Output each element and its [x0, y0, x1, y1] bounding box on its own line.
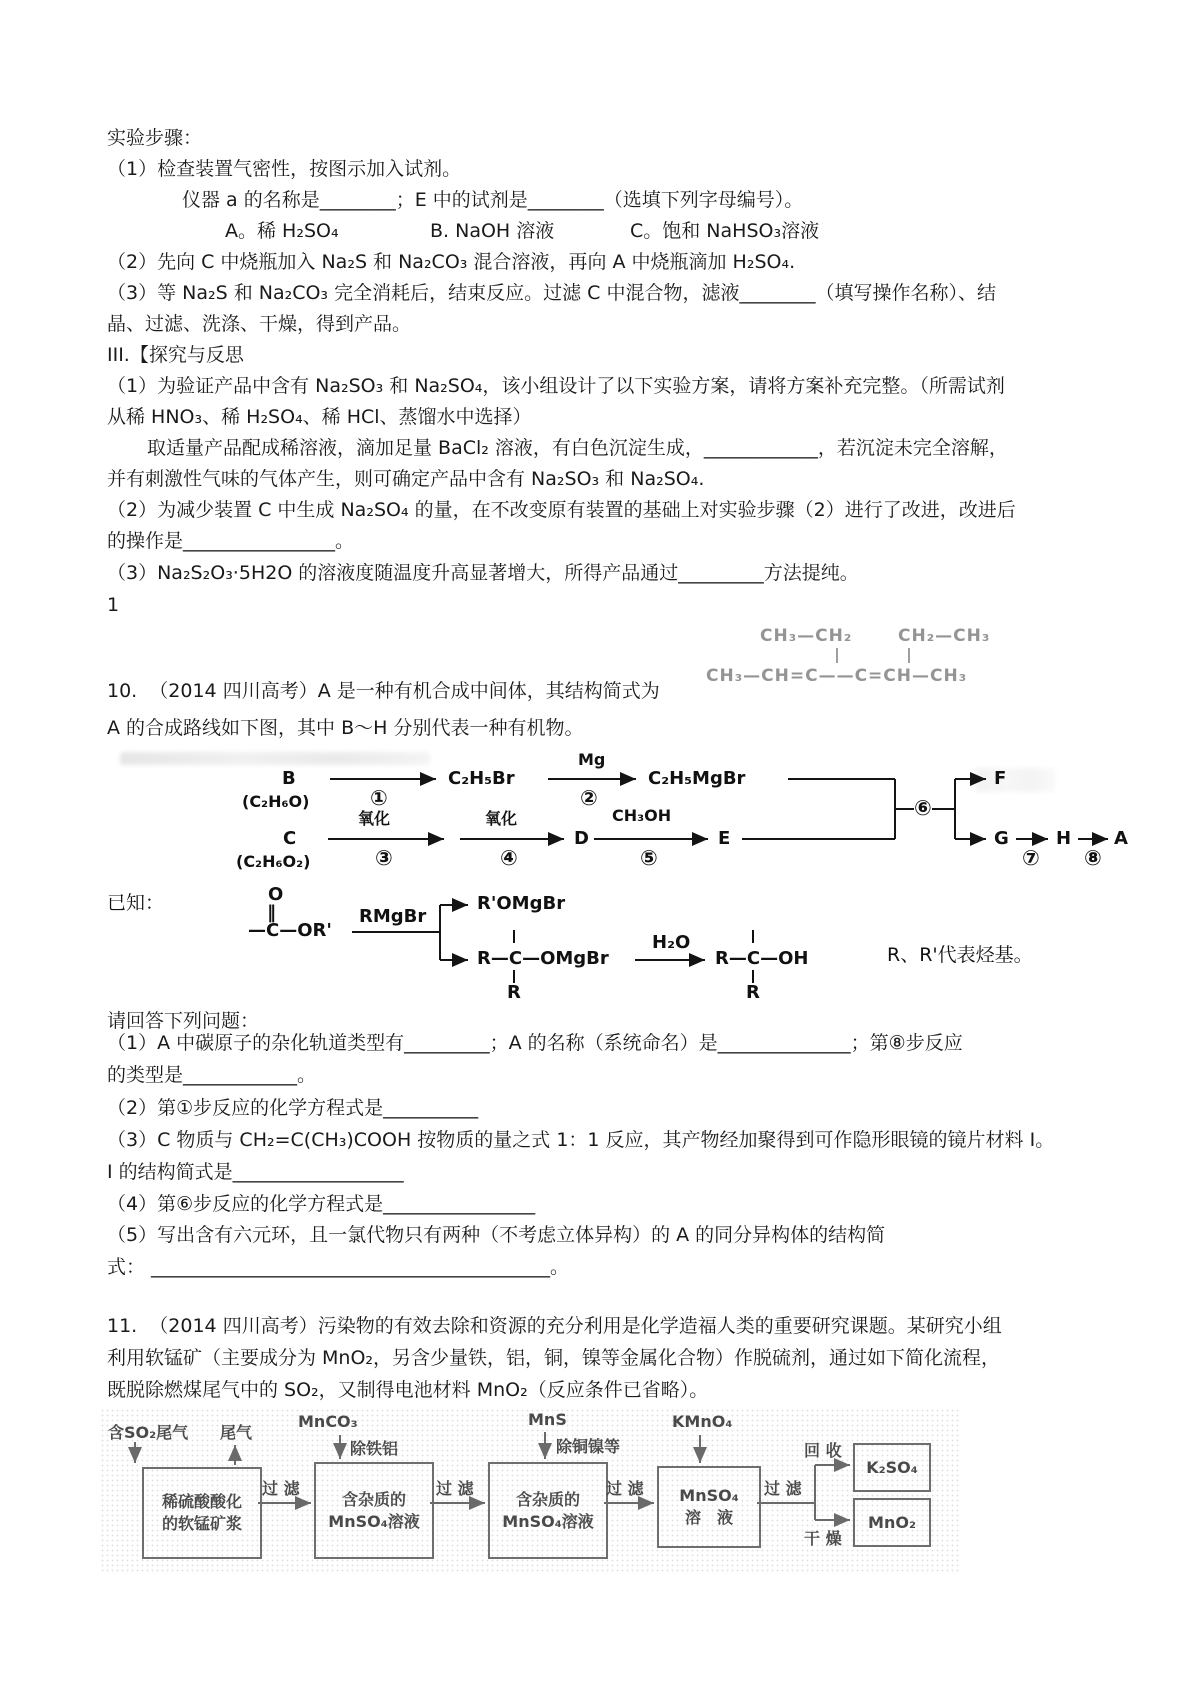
filter-label-4: 过 滤 [764, 1479, 802, 1498]
alkoxide-product: R'OMgBr [477, 893, 566, 914]
flow-box-impure-mnso4-2 [488, 1462, 608, 1559]
q11-stem-line2: 利用软锰矿（主要成分为 MnO₂，另含少量铁，铝，铜，镍等金属化合物）作脱硫剂，通过如下简化流程， [107, 1347, 1001, 1369]
q10-q1-line2: 的类型是____________。 [107, 1064, 317, 1086]
output-gas-label: 尾气 [220, 1423, 253, 1442]
experiment-heading: 实验步骤： [107, 127, 203, 149]
experiment-step1: （1）检查装置气密性，按图示加入试剂。 [107, 158, 462, 180]
compound-h: H [1056, 828, 1072, 849]
methanol-reagent: CH₃OH [612, 806, 672, 825]
step-8-label: ⑧ [1084, 846, 1102, 870]
step-6-label: ⑥ [914, 796, 932, 820]
q10-prompt: 请回答下列问题： [107, 1010, 260, 1032]
q10-q3-line1: （3）C 物质与 CH₂=C(CH₃)COOH 按物质的量之式 1：1 反应，其产物经加聚得到可作隐形眼镜的镜片材料 I。 [107, 1129, 1055, 1151]
flow-box-impure-1-line1: 含杂质的 [341, 1489, 406, 1509]
step-2-label: ② [580, 786, 598, 810]
compound-d: D [574, 828, 589, 849]
step-3-label: ③ [375, 846, 393, 870]
dry-label: 干 燥 [804, 1529, 842, 1548]
structure-a-bond-left [836, 648, 838, 663]
q11-stem-line1: 11. （2014 四川高考）污染物的有效去除和资源的充分利用是化学造福人类的重要研究课题。某研究小组 [107, 1315, 1002, 1337]
grignard-reagent: C₂H₅MgBr [648, 768, 746, 789]
reflection-heading: III.【探究与反思 [107, 344, 244, 366]
experiment-step3-line2: 晶、过滤、洗涤、干燥，得到产品。 [107, 313, 412, 335]
alcohol-bond-up [752, 930, 754, 943]
flow-box-impure-mnso4-1 [314, 1462, 434, 1559]
compound-e: E [718, 828, 731, 849]
reflection-q2-line2: 的操作是________________。 [107, 530, 355, 552]
q10-stem2: A 的合成路线如下图，其中 B～H 分别代表一种有机物。 [107, 717, 584, 739]
adduct-main: R—C—OMgBr [477, 948, 609, 969]
step-4-label: ④ [500, 846, 518, 870]
alcohol-main: R—C—OH [715, 948, 809, 969]
process-flow-chart [100, 1408, 960, 1573]
flow-box-mnso4-line2: 溶 液 [684, 1508, 733, 1527]
reflection-q1-line4: 并有刺激性气味的气体产生，则可确定产品中含有 Na₂SO₃ 和 Na₂SO₄. [107, 468, 705, 490]
compound-c-formula: (C₂H₆O₂) [236, 852, 311, 871]
flow-box-mno2 [853, 1498, 931, 1547]
synthesis-route-diagram [170, 748, 1130, 883]
water-reagent: H₂O [652, 932, 691, 953]
page-marker: 1 [107, 594, 120, 616]
recycle-label: 回 收 [804, 1441, 842, 1460]
step-7-label: ⑦ [1022, 846, 1040, 870]
known-reaction-figure [107, 880, 1117, 1012]
ester-oxygen: O [268, 884, 284, 905]
mnco3-label: MnCO₃ [298, 1412, 358, 1431]
compound-g: G [994, 828, 1009, 849]
reflection-q1-line3: 取适量产品配成稀溶液，滴加足量 BaCl₂ 溶液，有白色沉淀生成，____________，若沉淀未完全溶解， [147, 437, 1008, 459]
remove-fe-al-label: 除铁铝 [350, 1439, 399, 1458]
reflection-q1-line1: （1）为验证产品中含有 Na₂SO₃ 和 Na₂SO₄，该小组设计了以下实验方案，请将方案补充完整。（所需试剂 [107, 375, 1005, 397]
oxidation-label-1: 氧化 [358, 809, 391, 828]
experiment-step2: （2）先向 C 中烧瓶加入 Na₂S 和 Na₂CO₃ 混合溶液，再向 A 中烧瓶滴加 H₂SO₄. [107, 251, 796, 273]
flow-box-impure-2-line1: 含杂质的 [515, 1489, 580, 1509]
filter-label-2: 过 滤 [436, 1479, 474, 1498]
compound-a: A [1114, 828, 1128, 849]
compound-b: B [282, 768, 296, 789]
q10-q1-line1: （1）A 中碳原子的杂化轨道类型有_________；A 的名称（系统命名）是______________；第⑧步反应 [107, 1032, 963, 1054]
option-a: A。稀 H₂SO₄ [225, 220, 339, 242]
filter-label-3: 过 滤 [606, 1479, 644, 1498]
kmno4-label: KMnO₄ [672, 1412, 733, 1431]
remove-cu-ni-label: 除铜镍等 [556, 1437, 621, 1456]
alcohol-r-group: R [746, 982, 760, 1003]
ester-main: —C—OR' [248, 920, 332, 941]
q10-stem: 10. （2014 四川高考）A 是一种有机合成中间体，其结构简式为 [107, 680, 660, 702]
structure-a-top-right: CH₂—CH₃ [898, 626, 991, 646]
oxidation-label-2: 氧化 [485, 809, 518, 828]
flow-box-ore-slurry-line2: 的软锰矿浆 [161, 1514, 242, 1533]
flow-box-mno2-text: MnO₂ [868, 1512, 916, 1532]
known-label: 已知： [107, 892, 165, 914]
option-c: C。饱和 NaHSO₃溶液 [630, 220, 820, 242]
step-5-label: ⑤ [640, 846, 658, 870]
reflection-q1-line2: 从稀 HNO₃、稀 H₂SO₄、稀 HCl、蒸馏水中选择） [107, 406, 532, 428]
ester-double-bond: ‖ [267, 902, 276, 923]
filter-label-1: 过 滤 [262, 1479, 300, 1498]
compound-f: F [994, 768, 1007, 789]
flow-box-mnso4-line1: MnSO₄ [679, 1486, 739, 1505]
adduct-r-group: R [507, 982, 521, 1003]
q10-q5-line1: （5）写出含有六元环，且一氯代物只有两种（不考虑立体异构）的 A 的同分异构体的结构简 [107, 1224, 886, 1246]
reflection-q3: （3）Na₂S₂O₃·5H2O 的溶液度随温度升高显著增大，所得产品通过_________方法提纯。 [107, 562, 859, 584]
q11-stem-line3: 既脱除燃煤尾气中的 SO₂，又制得电池材料 MnO₂（反应条件已省略）。 [107, 1379, 709, 1401]
flow-box-impure-2-line2: MnSO₄溶液 [502, 1511, 594, 1531]
compound-c: C [283, 828, 297, 849]
reflection-q2-line1: （2）为减少装置 C 中生成 Na₂SO₄ 的量，在不改变原有装置的基础上对实验步骤（2）进行了改进，改进后 [107, 499, 1016, 521]
structure-a-bottom: CH₃—CH=C——C=CH—CH₃ [706, 666, 968, 686]
experiment-step3-line1: （3）等 Na₂S 和 Na₂CO₃ 完全消耗后，结束反应。过滤 C 中混合物，滤液________（填写操作名称）、结 [107, 282, 996, 304]
flow-box-k2so4 [853, 1443, 931, 1492]
structure-a-figure [640, 578, 1110, 703]
experiment-step1-sub: 仪器 a 的名称是________；E 中的试剂是________（选填下列字母编号）。 [182, 189, 804, 211]
flow-box-impure-1-line2: MnSO₄溶液 [328, 1511, 420, 1531]
q10-q3-line2: I 的结构简式是__________________ [107, 1161, 404, 1183]
ethyl-bromide: C₂H₅Br [448, 768, 515, 789]
q10-q5-line2: 式： __________________________________________。 [107, 1256, 570, 1278]
flow-box-k2so4-text: K₂SO₄ [866, 1457, 918, 1477]
structure-a-top-left: CH₃—CH₂ [760, 626, 853, 646]
option-b: B. NaOH 溶液 [430, 220, 555, 242]
compound-b-formula: (C₂H₆O) [242, 792, 310, 811]
input-gas-label: 含SO₂尾气 [108, 1423, 189, 1442]
structure-a-bond-right [908, 648, 910, 663]
rmgbr-reagent: RMgBr [359, 906, 427, 927]
mns-label: MnS [528, 1410, 567, 1429]
adduct-bond-up [513, 930, 515, 943]
mg-reagent: Mg [578, 750, 606, 769]
step-1-label: ① [370, 786, 388, 810]
flow-box-ore-slurry [142, 1467, 262, 1559]
flow-box-ore-slurry-line1: 稀硫酸酸化 [161, 1492, 242, 1511]
q10-q4: （4）第⑥步反应的化学方程式是________________ [107, 1193, 536, 1215]
flow-box-mnso4-solution [657, 1466, 761, 1548]
q10-q2: （2）第①步反应的化学方程式是__________ [107, 1097, 479, 1119]
known-note: R、R'代表烃基。 [887, 944, 1033, 966]
